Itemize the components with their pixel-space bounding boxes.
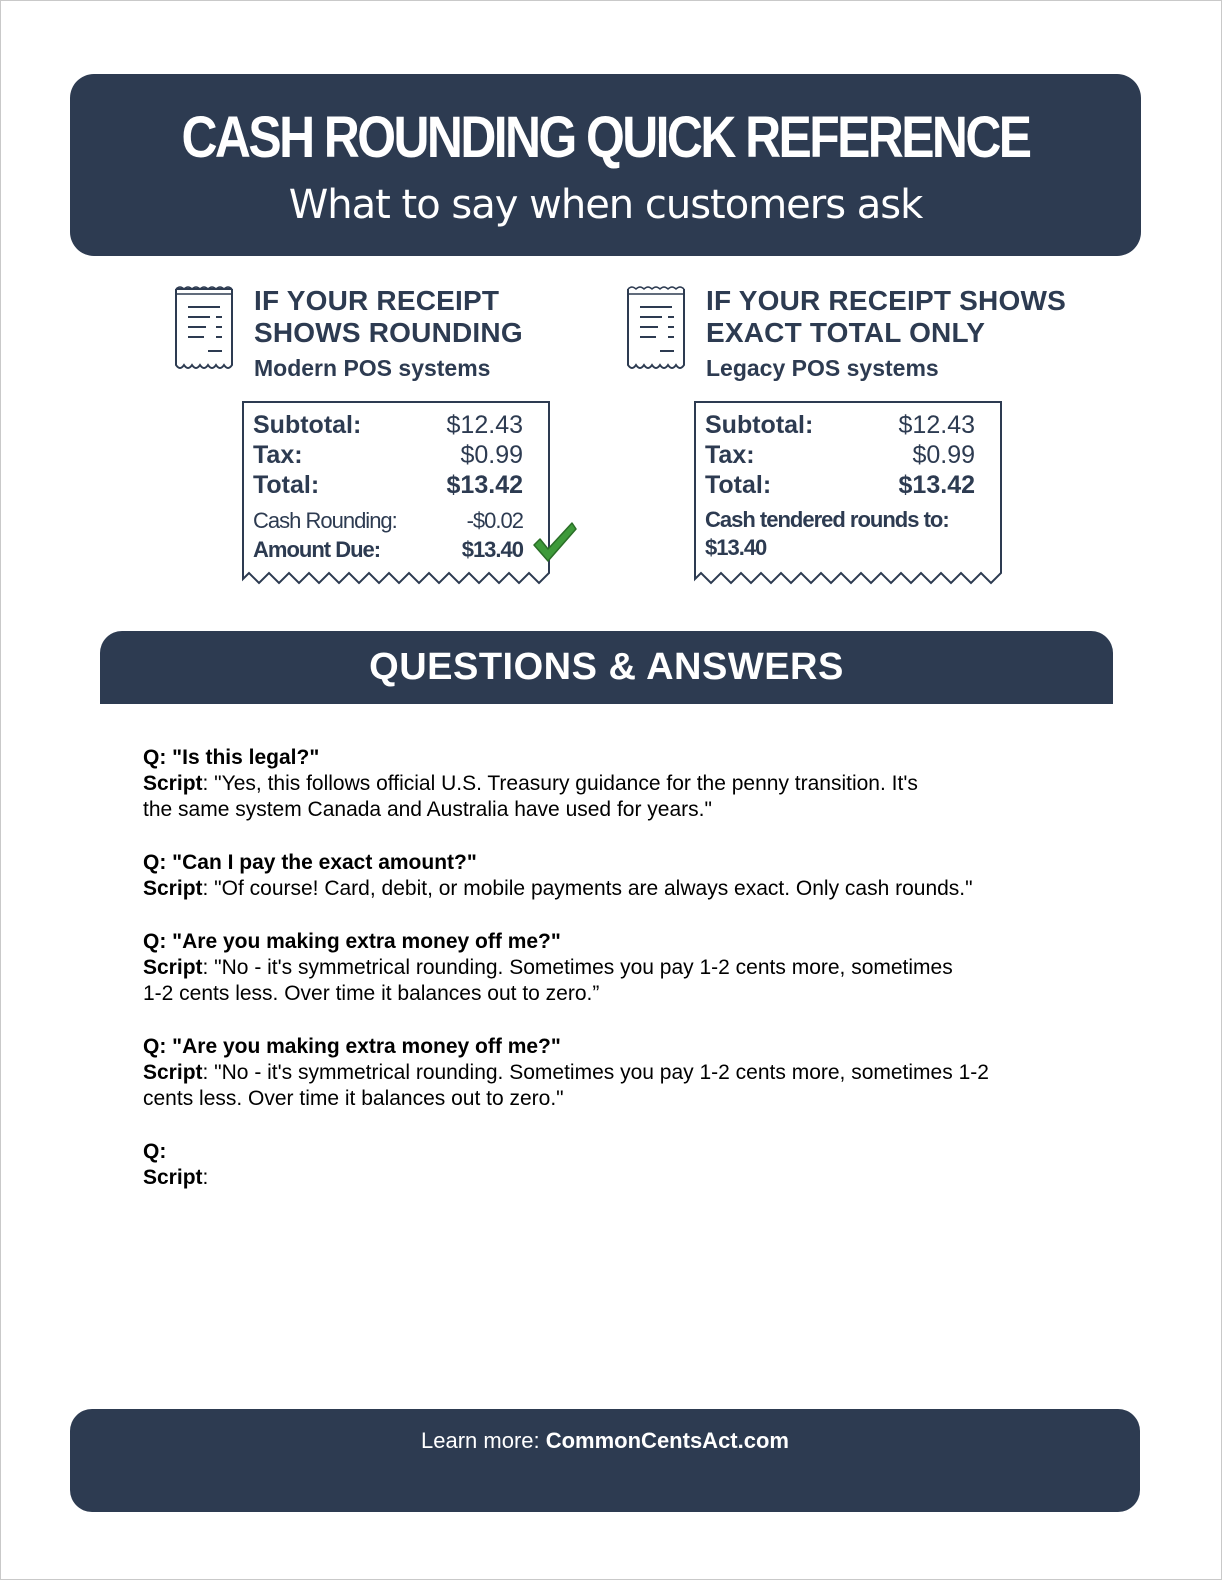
qa-item: [143, 745, 1043, 823]
page-subtitle: What to say when customers ask: [288, 182, 923, 228]
column-title-line1: IF YOUR RECEIPT SHOWS: [706, 285, 1066, 316]
question: Q: "Is this legal?": [143, 746, 320, 769]
script-text: : "Of course! Card, debit, or mobile payments are always exact. Only cash rounds.": [202, 877, 973, 900]
qa-item: [143, 850, 1043, 902]
qa-section-header: [100, 631, 1113, 704]
receipt-icon: [626, 285, 686, 377]
script-line: [143, 1165, 1043, 1191]
total-row: [705, 471, 975, 501]
header-banner: [70, 74, 1141, 256]
subtotal-value: $12.43: [446, 411, 523, 439]
receipt-exact-total: [694, 401, 1002, 585]
amount-due-value: $13.40: [461, 537, 523, 562]
column-title-line2: SHOWS ROUNDING: [254, 317, 523, 348]
amount-due-label: Amount Due:: [253, 537, 381, 562]
cash-rounding-label: Cash Rounding:: [253, 508, 397, 533]
column-title-line1: IF YOUR RECEIPT: [254, 285, 500, 316]
qa-item: [143, 1139, 1043, 1191]
question: Q:: [143, 1140, 167, 1163]
tax-label: Tax:: [253, 441, 303, 469]
page-title: CASH ROUNDING QUICK REFERENCE: [181, 105, 1030, 170]
subtotal-row: [253, 411, 523, 441]
question: Q: "Are you making extra money off me?": [143, 930, 561, 953]
receipt-with-rounding: [242, 401, 550, 585]
tax-row: [253, 441, 523, 471]
total-label: Total:: [253, 471, 320, 499]
qa-item: [143, 929, 1043, 1007]
footer-prefix: Learn more:: [421, 1428, 546, 1453]
subtotal-value: $12.43: [898, 411, 975, 439]
total-value: $13.42: [898, 471, 975, 499]
cash-tendered-note: [705, 506, 990, 562]
cash-tendered-label: Cash tendered rounds to:: [705, 507, 949, 532]
column-title: [254, 285, 523, 349]
checkmark-icon: [532, 521, 578, 563]
total-label: Total:: [705, 471, 772, 499]
tax-label: Tax:: [705, 441, 755, 469]
script-line: [143, 876, 1043, 902]
column-title: [706, 285, 1066, 349]
total-row: [253, 471, 523, 501]
question: Q: "Can I pay the exact amount?": [143, 851, 477, 874]
qa-section-title: QUESTIONS & ANSWERS: [369, 646, 844, 688]
subtotal-label: Subtotal:: [253, 411, 362, 439]
footer-link[interactable]: CommonCentsAct.com: [545, 1428, 789, 1453]
script-text-continued: 1-2 cents less. Over time it balances out to zero.”: [143, 982, 600, 1005]
script-text-continued: the same system Canada and Australia have used for years.": [143, 798, 712, 821]
receipt-icon: [174, 285, 234, 377]
script-text: : "No - it's symmetrical rounding. Sometimes you pay 1-2 cents more, sometimes: [202, 956, 953, 979]
script-text-continued: cents less. Over time it balances out to zero.": [143, 1087, 564, 1110]
script-text: :: [202, 1166, 209, 1189]
script-label: Script: [143, 1166, 203, 1189]
script-label: Script: [143, 877, 203, 900]
cash-rounding-value: -$0.02: [466, 508, 523, 533]
script-line: [143, 955, 1043, 981]
column-subtitle: Legacy POS systems: [706, 355, 939, 381]
tax-row: [705, 441, 975, 471]
qa-item: [143, 1034, 1043, 1112]
question: Q: "Are you making extra money off me?": [143, 1035, 561, 1058]
subtotal-label: Subtotal:: [705, 411, 814, 439]
footer-banner: [70, 1409, 1140, 1512]
script-label: Script: [143, 1061, 203, 1084]
subtotal-row: [705, 411, 975, 441]
tax-value: $0.99: [460, 441, 523, 469]
script-text: : "Yes, this follows official U.S. Treasury guidance for the penny transition. It's: [202, 772, 918, 795]
column-title-line2: EXACT TOTAL ONLY: [706, 317, 986, 348]
qa-list: [143, 745, 1043, 1218]
script-line: [143, 1060, 1043, 1086]
amount-due-row: [253, 537, 523, 567]
script-label: Script: [143, 956, 203, 979]
cash-rounding-row: [253, 508, 523, 538]
cash-tendered-value: $13.40: [705, 535, 767, 560]
column-subtitle: Modern POS systems: [254, 355, 491, 381]
script-label: Script: [143, 772, 203, 795]
script-text: : "No - it's symmetrical rounding. Sometimes you pay 1-2 cents more, sometimes 1-2: [202, 1061, 989, 1084]
total-value: $13.42: [446, 471, 523, 499]
footer-text: [70, 1428, 1140, 1454]
tax-value: $0.99: [912, 441, 975, 469]
script-line: [143, 771, 1043, 797]
